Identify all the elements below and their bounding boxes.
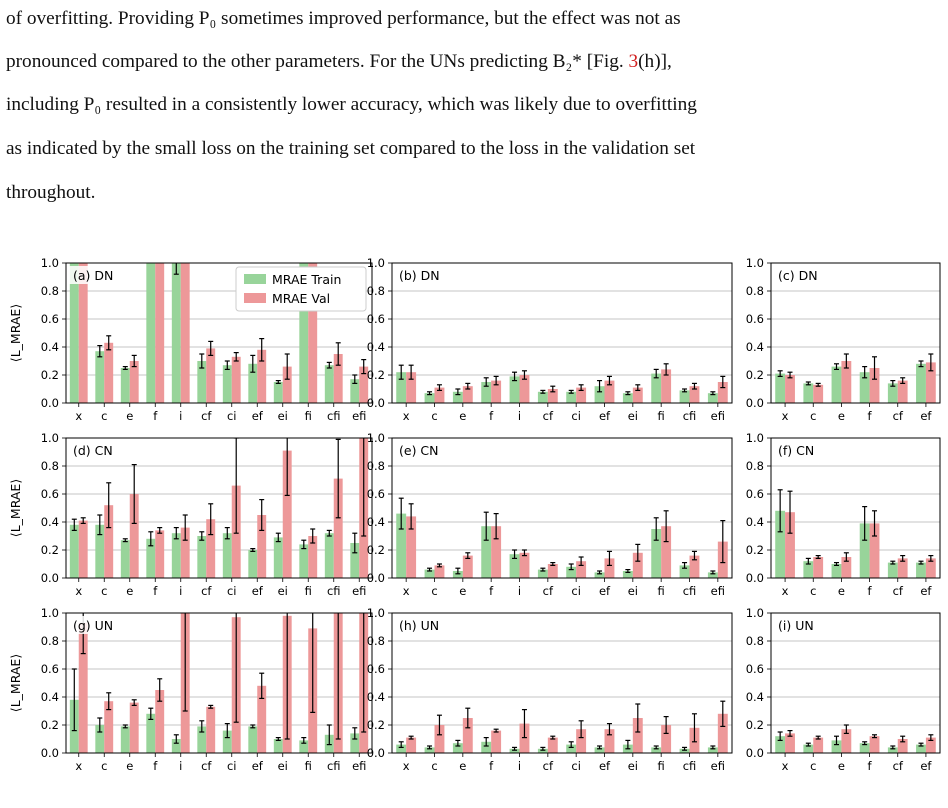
x-tick-label: cfi [682,584,697,598]
y-axis-label: ⟨L_MRAE⟩ [8,478,23,538]
x-tick-label: i [179,409,183,423]
x-tick-label: cf [892,759,903,773]
y-axis-label: ⟨L_MRAE⟩ [8,303,23,363]
subplot-title: (b) DN [399,268,440,283]
y-tick-label: 0.4 [40,340,59,354]
subplot-hun [367,606,732,773]
x-tick-label: f [489,584,494,598]
y-tick-label: 0.8 [745,634,764,648]
x-tick-label: ei [627,584,638,598]
train-bar [274,739,283,753]
x-tick-label: e [126,584,134,598]
train-bar [274,537,283,578]
x-tick-label: ei [627,409,638,423]
figure-reference-link[interactable]: 3 [628,51,639,72]
x-tick-label: e [126,409,134,423]
x-tick-label: cf [542,409,554,423]
y-tick-label: 0.4 [366,515,385,529]
train-bar [325,365,334,403]
x-tick-label: fi [304,759,312,773]
paragraph-line-2: pronounced compared to the other parameters. For the UNs predicting B₂* [Fig. 3(h)], [6,51,672,72]
x-tick-label: ci [571,759,581,773]
val-bar [491,731,501,753]
y-tick-label: 0.2 [745,368,764,382]
x-tick-label: ef [920,584,932,598]
x-tick-label: efi [710,409,725,423]
y-tick-label: 0.2 [366,543,385,557]
x-tick-label: ci [226,759,237,773]
x-tick-label: fi [657,584,665,598]
subplot-gun [8,487,372,773]
y-tick-label: 0.6 [745,312,764,326]
subplot-title: (c) DN [778,268,818,283]
x-tick-label: x [402,409,410,423]
subplot-title: (g) UN [73,618,114,633]
val-bar [79,521,88,578]
subplot-adn [8,252,372,423]
y-tick-label: 0.4 [40,515,59,529]
bar-chart-grid [0,248,948,773]
bars [775,725,936,753]
x-tick-label: ci [571,409,581,423]
y-tick-label: 0.8 [40,634,59,648]
x-tick-label: fi [657,409,665,423]
val-bar [548,738,558,753]
y-tick-label: 0.8 [40,459,59,473]
y-tick-label: 0.0 [40,396,59,410]
x-tick-label: f [867,759,872,773]
subplot-bdn [367,256,732,423]
x-tick-label: i [517,759,522,773]
x-tick-label: efi [352,409,367,423]
x-tick-label: x [781,759,789,773]
x-tick-label: ef [251,759,263,773]
x-tick-label: f [489,409,494,423]
y-tick-label: 0.2 [40,368,59,382]
y-tick-label: 0.0 [366,396,385,410]
x-tick-label: e [126,759,134,773]
x-tick-label: c [101,584,108,598]
train-bar [248,550,257,578]
x-tick-label: x [402,759,410,773]
paragraph-line-5: throughout. [6,182,96,203]
x-tick-label: x [402,584,410,598]
x-tick-label: x [75,584,83,598]
x-tick-label: e [837,409,845,423]
y-tick-label: 0.6 [40,487,59,501]
x-tick-label: ci [226,584,237,598]
y-tick-label: 0.8 [745,459,764,473]
subplot-ecn [367,431,732,598]
y-tick-label: 0.8 [745,284,764,298]
val-bar [155,530,164,578]
val-bar [181,263,190,403]
x-tick-label: ci [226,409,237,423]
val-bar [206,348,215,403]
x-tick-label: e [459,584,467,598]
y-tick-label: 1.0 [745,256,764,270]
y-tick-label: 1.0 [745,431,764,445]
x-tick-label: x [781,584,789,598]
y-tick-label: 0.0 [366,746,385,760]
y-tick-label: 0.4 [366,690,385,704]
x-tick-label: c [431,584,438,598]
x-tick-label: f [489,759,494,773]
val-bar [130,361,139,403]
y-tick-label: 0.4 [745,515,764,529]
val-bar [813,557,823,578]
y-axis-label: ⟨L_MRAE⟩ [8,653,23,713]
subplot-cdn [746,256,940,423]
subplot-title: (f) CN [778,443,815,458]
y-tick-label: 0.6 [40,312,59,326]
subplot-title: (d) CN [73,443,113,458]
x-tick-label: cf [892,409,903,423]
train-bar [775,374,785,403]
train-bar [223,533,232,578]
subplot-title: (i) UN [778,618,814,633]
train-bar [223,365,232,403]
x-tick-label: f [867,409,872,423]
y-tick-label: 0.4 [40,690,59,704]
val-bar [104,343,113,403]
subplot-iun [746,606,940,773]
train-bar [172,533,181,578]
train-bar [146,263,155,403]
x-tick-label: efi [352,759,367,773]
x-tick-label: ei [277,584,288,598]
bars [396,498,728,578]
y-tick-label: 1.0 [40,256,59,270]
x-tick-label: ef [598,759,611,773]
subplot-title: (e) CN [399,443,439,458]
paragraph-line-4: as indicated by the small loss on the training set compared to the loss in the validation set [6,138,696,159]
legend-label-val: MRAE Val [272,291,331,306]
x-tick-label: i [179,584,183,598]
y-tick-label: 0.8 [40,284,59,298]
bars [396,364,728,403]
val-bar [232,357,241,403]
val-bar [130,703,139,753]
x-tick-label: x [75,759,83,773]
x-tick-label: ef [251,409,263,423]
train-bar [70,525,79,578]
x-tick-label: cf [201,584,212,598]
y-tick-label: 1.0 [745,606,764,620]
y-tick-label: 0.2 [40,718,59,732]
x-tick-label: cfi [326,409,341,423]
x-tick-label: cf [201,409,212,423]
x-tick-label: cfi [326,759,341,773]
figure [0,248,948,778]
x-tick-label: f [867,584,872,598]
train-bar [803,383,813,403]
x-tick-label: e [837,584,845,598]
train-bar [325,533,334,578]
y-tick-label: 1.0 [40,431,59,445]
x-tick-label: c [810,759,817,773]
x-tick-label: efi [710,584,725,598]
x-tick-label: f [153,584,158,598]
x-tick-label: ef [598,409,611,423]
train-bar [832,564,842,578]
x-tick-label: c [810,584,817,598]
val-bar [520,553,530,578]
x-tick-label: fi [304,584,312,598]
x-tick-label: f [153,759,158,773]
train-bar [197,536,206,578]
train-bar [121,368,130,403]
x-tick-label: ef [920,409,932,423]
y-tick-label: 0.6 [745,662,764,676]
val-bar [870,736,880,753]
x-tick-label: efi [352,584,367,598]
y-tick-label: 0.6 [366,487,385,501]
val-bar [155,263,164,403]
val-bar [813,385,823,403]
train-bar [299,544,308,578]
x-tick-label: e [459,759,467,773]
x-tick-label: ei [277,759,288,773]
train-bar [95,351,104,403]
x-tick-label: c [431,759,438,773]
val-bar [785,375,795,403]
y-tick-label: 0.0 [745,571,764,585]
y-tick-label: 0.4 [745,340,764,354]
train-bar [832,367,842,403]
val-bar [548,564,558,578]
y-tick-label: 0.2 [745,543,764,557]
x-tick-label: efi [710,759,725,773]
y-tick-label: 0.6 [366,312,385,326]
subplot-title: (h) UN [399,618,440,633]
legend-swatch-val [244,293,266,303]
x-tick-label: ef [251,584,263,598]
train-bar [916,364,926,403]
x-tick-label: i [517,409,522,423]
x-tick-label: x [75,409,83,423]
x-tick-label: ci [571,584,581,598]
train-bar [916,563,926,578]
train-bar [121,540,130,578]
x-tick-label: i [179,759,183,773]
subplot-dcn [8,340,372,598]
y-tick-label: 0.0 [745,746,764,760]
x-tick-label: cf [892,584,903,598]
y-tick-label: 0.2 [366,368,385,382]
y-tick-label: 0.4 [745,690,764,704]
y-tick-label: 0.0 [366,571,385,585]
train-bar [888,563,898,578]
x-tick-label: x [781,409,789,423]
val-bar [206,707,215,753]
x-tick-label: cfi [682,759,697,773]
x-tick-label: i [517,584,522,598]
y-tick-label: 1.0 [40,606,59,620]
x-tick-label: ei [277,409,288,423]
x-tick-label: c [101,759,108,773]
y-tick-label: 0.8 [366,459,385,473]
x-tick-label: cf [201,759,212,773]
x-tick-label: cf [542,759,554,773]
x-tick-label: c [101,409,108,423]
paragraph-line-3: including P₀ resulted in a consistently lower accuracy, which was likely due to overfitting [6,94,697,115]
y-tick-label: 0.2 [366,718,385,732]
y-tick-label: 1.0 [366,256,385,270]
train-bar [172,263,181,403]
y-tick-label: 0.8 [366,634,385,648]
y-tick-label: 0.6 [366,662,385,676]
x-tick-label: cf [542,584,554,598]
subplot-title: (a) DN [73,268,114,283]
val-bar [406,738,416,753]
paragraph-line-1: of overfitting. Providing P₀ sometimes improved performance, but the effect was not as [6,8,681,29]
y-tick-label: 0.8 [366,284,385,298]
y-tick-label: 1.0 [366,431,385,445]
y-tick-label: 0.2 [745,718,764,732]
y-tick-label: 1.0 [366,606,385,620]
bars [775,354,936,403]
x-tick-label: c [810,409,817,423]
x-tick-label: c [431,409,438,423]
legend-label-train: MRAE Train [272,272,342,287]
train-bar [248,726,257,753]
x-tick-label: ef [920,759,932,773]
x-tick-label: e [459,409,467,423]
x-tick-label: fi [657,759,665,773]
x-tick-label: ei [627,759,638,773]
y-tick-label: 0.4 [366,340,385,354]
y-tick-label: 0.6 [40,662,59,676]
bars [775,490,936,578]
x-tick-label: e [837,759,845,773]
x-tick-label: f [153,409,158,423]
legend-swatch-train [244,274,266,284]
y-tick-label: 0.0 [40,746,59,760]
legend [236,267,366,311]
y-tick-label: 0.6 [745,487,764,501]
y-tick-label: 0.0 [745,396,764,410]
x-tick-label: ef [598,584,611,598]
x-tick-label: fi [304,409,312,423]
train-bar [274,382,283,403]
bars [396,701,728,753]
subplot-fcn [746,431,940,598]
train-bar [121,726,130,753]
y-tick-label: 0.0 [40,571,59,585]
y-tick-label: 0.2 [40,543,59,557]
x-tick-label: cfi [326,584,341,598]
x-tick-label: cfi [682,409,697,423]
val-bar [813,738,823,753]
